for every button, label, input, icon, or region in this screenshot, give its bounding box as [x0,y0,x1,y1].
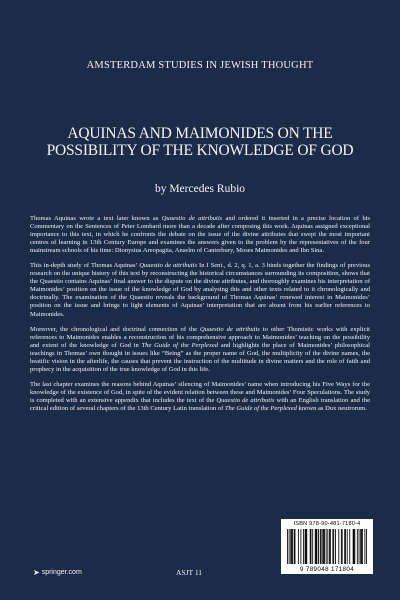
series-title: AMSTERDAM STUDIES IN JEWISH THOUGHT [86,60,314,71]
barcode-bar [357,529,358,564]
barcode-bar [349,529,350,564]
publisher-link[interactable] [33,568,82,577]
barcode-bar [359,529,360,564]
barcode-bar [312,529,313,564]
barcode-bar [332,529,333,564]
author-byline: by Mercedes Rubio [154,183,246,195]
book-title [20,125,380,159]
barcode-bar [338,529,339,564]
barcode-bar [306,529,307,564]
barcode-bar [364,529,365,564]
barcode-bar [289,529,290,564]
barcode-bar [326,529,327,564]
barcode-bar [316,529,317,564]
barcode-bar [329,529,330,564]
isbn-label: ISBN 978-90-481-7180-4 [293,521,361,527]
series-code: ASJT 11 [176,568,203,577]
blurb-paragraph-1: Thomas Aquinas wrote a text later known as Quaestio de attributis and ordered it inserted in a precise location of his Commentary on the Sentences of Peter Lombard more than a decade after composing this work. Aquinas assigned exceptional importance to this text, in which he confronts the debate on the issue of the divine attributes that swept the most important centres of learning in 13th Century Europe and examines the answers given to the problem by the representatives of the four mainstream schools of his time: Dionysius Areopagita, Anselm of Canterbury, Moses Maimonides and Ibn Sina. [30,215,370,255]
barcode-bar [295,529,296,564]
barcode-bar [335,529,336,564]
barcode-bar [298,529,299,564]
barcode-bar [362,529,363,564]
barcode-bar [294,529,295,564]
barcode-bar [318,529,319,564]
barcode-bar [292,529,293,564]
barcode-bar [354,529,355,564]
barcode-bar [361,529,362,564]
barcode-bar [333,529,334,564]
right-arrow-icon: ➤ [33,568,40,577]
barcode-bar [324,529,325,564]
blurb-paragraph-4: The last chapter examines the reasons behind Aquinas’ silencing of Maimonides’ name when introducing his Five Ways for the knowledge of the existence of God, in spite of the evident relation between these and Maimonides’ Four Speculations. The study is completed with an extensive appendix that includes the text of the Quaestio de attributis with an English translation and the critical edition of several chapters of the 13th Century Latin translation of The Guide of the Perplexed known as Dux neutrorum. [30,380,370,412]
barcode-bar [290,529,291,564]
barcode-bar [287,529,288,564]
barcode-bar [320,529,321,564]
barcode-bar [300,529,301,564]
blurb-paragraph-3: Moreover, the chronological and doctrinal connection of the Quaestio de attributis to other Thomistic works with explicit references to Maimonides enables a reconstruction of his comprehensive approach to Maimonides’ teaching on the possibility and extent of the knowledge of God in The Guide of the Perplexed and highlights the place of Maimonides’ philosophical teachings in Thomas’ own thought in issues like “Being” as the proper name of God, the multiplicity of the divine names, the beatific vision in the afterlife, the causes that prevent the instruction of the multitude in divine matters and the role of faith and prophecy in the acquisition of the true knowledge of God in this life. [30,325,370,373]
barcode-bar [305,529,306,564]
publisher-name: springer.com [41,569,82,576]
barcode-bar [342,529,343,564]
barcode-bar [354,529,355,564]
barcode-number: 9 789048 171804 [299,566,355,573]
barcode-bar [311,529,312,564]
book-title-line-1: AQUINAS AND MAIMONIDES ON THE [67,125,333,142]
barcode-bar [330,529,331,564]
barcode-bar [306,529,307,564]
barcode-bar [321,529,322,564]
barcode-bar [341,529,342,564]
barcode-bar [353,529,354,564]
book-title-line-2: POSSIBILITY OF THE KNOWLEDGE OF GOD [46,142,354,159]
barcode-bar [310,529,311,564]
barcode-bar [323,529,324,564]
barcode-bar [347,529,348,564]
barcode-bar [315,529,316,564]
barcode-bar [344,529,345,564]
blurb [30,215,370,413]
barcode-bars [287,529,367,564]
barcode-bar [316,529,317,564]
barcode-bar [360,529,361,564]
barcode-bar [291,529,292,564]
barcode-bar [345,529,346,564]
barcode-bar [303,529,304,564]
barcode-bar [366,529,367,564]
isbn-barcode [281,519,373,574]
barcode-bar [322,529,323,564]
barcode-bar [327,529,328,564]
blurb-paragraph-2: This in-depth study of Thomas Aquinas’ Quaestio de attributis In I Sent., d. 2, q. 1, a. 3 binds together the findings of previous research on the unique history of this text by reconstructing the historical circumstances surrounding its composition, shows that the Quaestio contains Aquinas’ final answer to the dispute on the divine attributes, and thoroughly examines his interpretation of Maimonides’ position on the issue of the knowledge of God by analysing this and other texts related to it chronologically and doctrinally. The examination of the Quaestio reveals the background of Thomas Aquinas’ renewed interest in Maimonides’ position on the issue and brings to light elements of Aquinas’ interpretation that are absent from his earlier references to Maimonides. [30,262,371,318]
